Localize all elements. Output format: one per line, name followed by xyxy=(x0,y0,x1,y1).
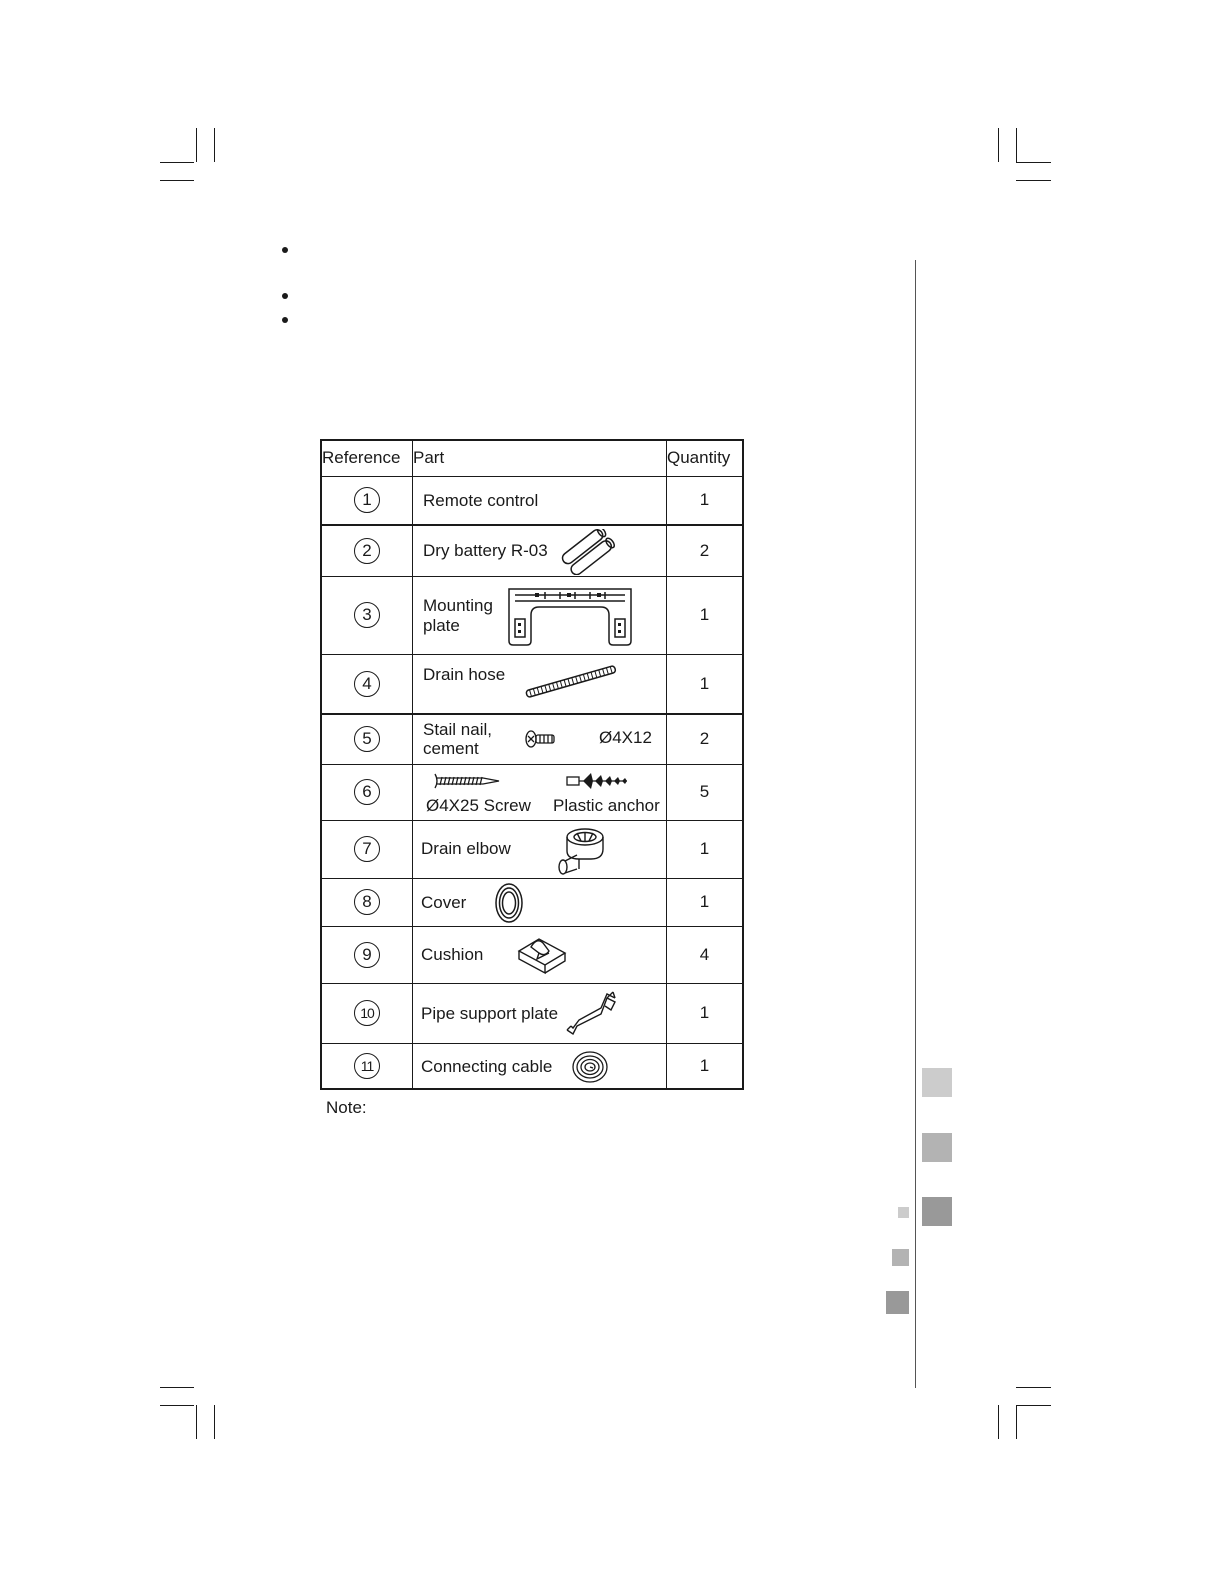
crop-mark xyxy=(1016,1405,1017,1439)
crop-mark xyxy=(1016,128,1017,162)
screw-label: Ø4X25 Screw xyxy=(426,795,531,815)
crop-mark xyxy=(214,1405,215,1439)
grey-square xyxy=(922,1197,952,1226)
quantity: 2 xyxy=(667,525,744,576)
crop-mark xyxy=(196,1405,197,1439)
drain-hose-icon xyxy=(521,663,621,701)
crop-mark xyxy=(160,1405,194,1406)
quantity: 1 xyxy=(667,654,744,714)
reference-number: 5 xyxy=(354,726,380,752)
grey-square xyxy=(922,1068,952,1097)
quantity: 1 xyxy=(667,576,744,654)
crop-mark xyxy=(998,128,999,162)
table-row xyxy=(321,576,743,654)
part-name: Cushion xyxy=(421,944,484,964)
reference-number: 9 xyxy=(354,942,380,968)
crop-mark xyxy=(1016,1387,1051,1388)
table-row xyxy=(321,714,743,764)
crop-mark xyxy=(196,128,197,162)
crop-mark xyxy=(998,1405,999,1439)
margin-rule xyxy=(915,260,916,1388)
part-name-line2: plate xyxy=(423,615,460,635)
part-name: Connecting cable xyxy=(421,1056,553,1076)
table-header-row xyxy=(321,440,743,476)
part-name-line1: Stail nail, xyxy=(423,720,492,739)
quantity: 1 xyxy=(667,476,744,525)
nail-spec: Ø4X12 xyxy=(599,728,652,747)
crop-mark xyxy=(214,128,215,162)
crop-mark xyxy=(1016,162,1051,163)
table-row xyxy=(321,476,743,525)
grey-square xyxy=(898,1207,909,1218)
plastic-anchor-icon xyxy=(565,771,631,791)
table-row xyxy=(321,764,743,820)
part-name-line2: cement xyxy=(423,739,479,758)
table-row xyxy=(321,983,743,1043)
reference-number: 11 xyxy=(354,1053,380,1079)
reference-number: 1 xyxy=(354,487,380,513)
table-row xyxy=(321,525,743,576)
part-name: Cover xyxy=(421,892,467,912)
anchor-label: Plastic anchor xyxy=(553,795,660,815)
drain-elbow-icon xyxy=(555,825,607,875)
part-name-line1: Mounting xyxy=(423,595,493,615)
reference-number: 6 xyxy=(354,779,380,805)
grey-square xyxy=(886,1291,909,1314)
cable-icon xyxy=(571,1048,609,1086)
quantity: 2 xyxy=(667,714,744,764)
quantity: 1 xyxy=(667,1043,744,1089)
reference-number: 8 xyxy=(354,889,380,915)
part-name: Drain elbow xyxy=(421,838,511,858)
part-name: Pipe support plate xyxy=(421,1003,559,1023)
crop-mark xyxy=(160,180,194,181)
reference-number: 4 xyxy=(354,671,380,697)
header-quantity: Quantity xyxy=(667,440,744,476)
crop-mark xyxy=(1016,180,1051,181)
part-name: Remote control xyxy=(423,490,539,510)
table-row xyxy=(321,926,743,983)
nail-icon xyxy=(524,728,558,750)
accessories-table xyxy=(320,439,744,1090)
cushion-icon xyxy=(515,933,569,977)
part-name: Drain hose xyxy=(423,664,506,684)
crop-mark xyxy=(1016,1405,1051,1406)
reference-number: 2 xyxy=(354,538,380,564)
quantity: 4 xyxy=(667,926,744,983)
header-part: Part xyxy=(413,440,667,476)
cover-icon xyxy=(493,881,525,925)
part-name: Dry battery R-03 xyxy=(423,541,548,560)
note-label: Note: xyxy=(326,1098,367,1117)
quantity: 1 xyxy=(667,983,744,1043)
bullet xyxy=(282,293,288,299)
crop-mark xyxy=(160,162,194,163)
bullet xyxy=(282,317,288,323)
battery-icon xyxy=(557,529,619,575)
reference-number: 3 xyxy=(354,602,380,628)
table-row xyxy=(321,654,743,714)
quantity: 1 xyxy=(667,878,744,926)
table-row xyxy=(321,878,743,926)
reference-number: 10 xyxy=(354,1000,380,1026)
grey-square xyxy=(922,1133,952,1162)
crop-mark xyxy=(160,1387,194,1388)
bullet xyxy=(282,247,288,253)
screw-icon xyxy=(433,772,503,790)
table-row xyxy=(321,820,743,878)
quantity: 1 xyxy=(667,820,744,878)
pipe-support-icon xyxy=(563,990,621,1038)
header-reference: Reference xyxy=(321,440,413,476)
quantity: 5 xyxy=(667,764,744,820)
grey-square xyxy=(892,1249,909,1266)
mounting-plate-icon xyxy=(505,583,635,649)
table-row xyxy=(321,1043,743,1089)
reference-number: 7 xyxy=(354,836,380,862)
